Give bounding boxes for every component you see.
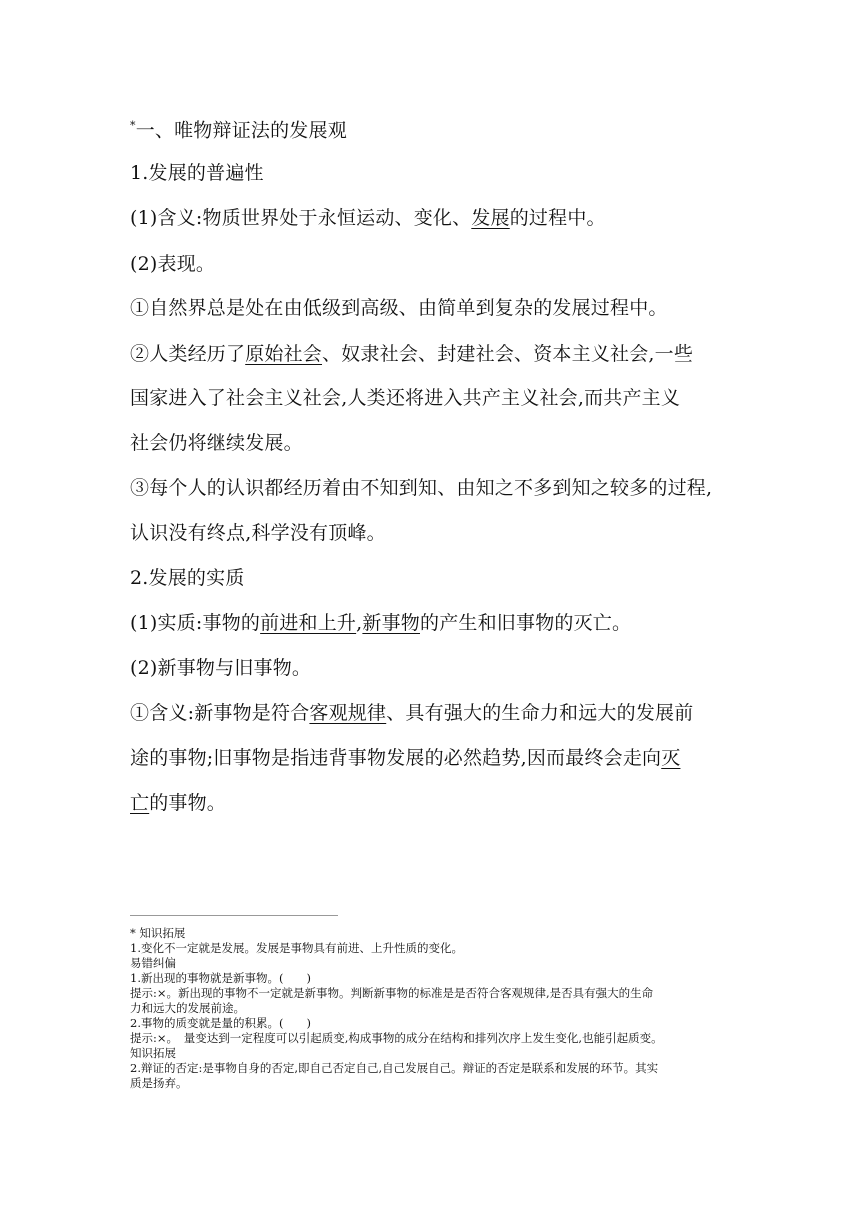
footnote-divider bbox=[130, 915, 338, 916]
heading-essence: 2.发展的实质 bbox=[130, 567, 245, 589]
footnotes bbox=[130, 926, 750, 1091]
note-line: 2.事物的质变就是量的积累。( ) bbox=[130, 1016, 311, 1030]
note-line: 2.辩证的否定:是事物自身的否定,即自己否定自己,自己发展自己。辩证的否定是联系和发展的环节。其实 bbox=[130, 1061, 659, 1075]
note-line: 易错纠偏 bbox=[130, 956, 176, 970]
note-line: 质是扬弃。 bbox=[130, 1076, 188, 1090]
text: (1)实质:事物的 bbox=[130, 612, 261, 634]
point-society-2: 国家进入了社会主义社会,人类还将进入共产主义社会,而共产主义 bbox=[130, 387, 681, 409]
text: 的产生和旧事物的灭亡。 bbox=[420, 612, 632, 634]
text: (1)含义:物质世界处于永恒运动、变化、 bbox=[130, 207, 472, 229]
underlined-term: 发展 bbox=[471, 207, 510, 229]
point-nature: ①自然界总是处在由低级到高级、由简单到复杂的发展过程中。 bbox=[130, 297, 668, 319]
meaning-line bbox=[130, 204, 606, 232]
point-society-1 bbox=[130, 340, 693, 368]
underlined-term: 新事物 bbox=[362, 612, 420, 634]
underlined-term: 前进和上升 bbox=[260, 612, 357, 634]
point-cognition-1: ③每个人的认识都经历着由不知到知、由知之不多到知之较多的过程, bbox=[130, 477, 713, 499]
note-line: 提示:×。 量变达到一定程度可以引起质变,构成事物的成分在结构和排列次序上发生变化,也能引起质变。 bbox=[130, 1031, 663, 1045]
text: 的过程中。 bbox=[509, 207, 606, 229]
note-line: 提示:×。新出现的事物不一定就是新事物。判断新事物的标准是是否符合客观规律,是否具有强大的生命 bbox=[130, 986, 654, 1000]
text: 、具有强大的生命力和远大的发展前 bbox=[386, 702, 694, 724]
section-title bbox=[130, 112, 347, 140]
text: , bbox=[356, 612, 363, 634]
note-line: 知识拓展 bbox=[130, 1046, 176, 1060]
new-old-line: (2)新事物与旧事物。 bbox=[130, 657, 312, 679]
note-line: 1.变化不一定就是发展。发展是事物具有前进、上升性质的变化。 bbox=[130, 941, 463, 955]
definition-line-1 bbox=[130, 699, 693, 727]
essence-line bbox=[130, 609, 631, 637]
text: ②人类经历了 bbox=[130, 343, 246, 365]
note-line: 1.新出现的事物就是新事物。( ) bbox=[130, 971, 311, 985]
note-line: 力和远大的发展前途。 bbox=[130, 1001, 245, 1015]
underlined-term: 亡 bbox=[130, 792, 150, 814]
definition-line-2 bbox=[130, 744, 680, 772]
underlined-term: 灭 bbox=[661, 747, 681, 769]
manifestation-line: (2)表现。 bbox=[130, 253, 216, 275]
text: ①含义:新事物是符合 bbox=[130, 702, 310, 724]
text: 、奴隶社会、封建社会、资本主义社会,一些 bbox=[322, 343, 694, 365]
note-line: * 知识拓展 bbox=[130, 926, 186, 940]
point-society-3: 社会仍将继续发展。 bbox=[130, 432, 303, 454]
underlined-term: 原始社会 bbox=[245, 343, 323, 365]
point-cognition-2: 认识没有终点,科学没有顶峰。 bbox=[130, 522, 386, 544]
text: 的事物。 bbox=[149, 792, 227, 814]
heading-universality: 1.发展的普遍性 bbox=[130, 162, 264, 184]
definition-line-3 bbox=[130, 789, 226, 817]
title-star: * bbox=[130, 119, 136, 132]
underlined-term: 客观规律 bbox=[309, 702, 387, 724]
text: 途的事物;旧事物是指违背事物发展的必然趋势,因而最终会走向 bbox=[130, 747, 662, 769]
title-text: 一、唯物辩证法的发展观 bbox=[135, 119, 347, 142]
